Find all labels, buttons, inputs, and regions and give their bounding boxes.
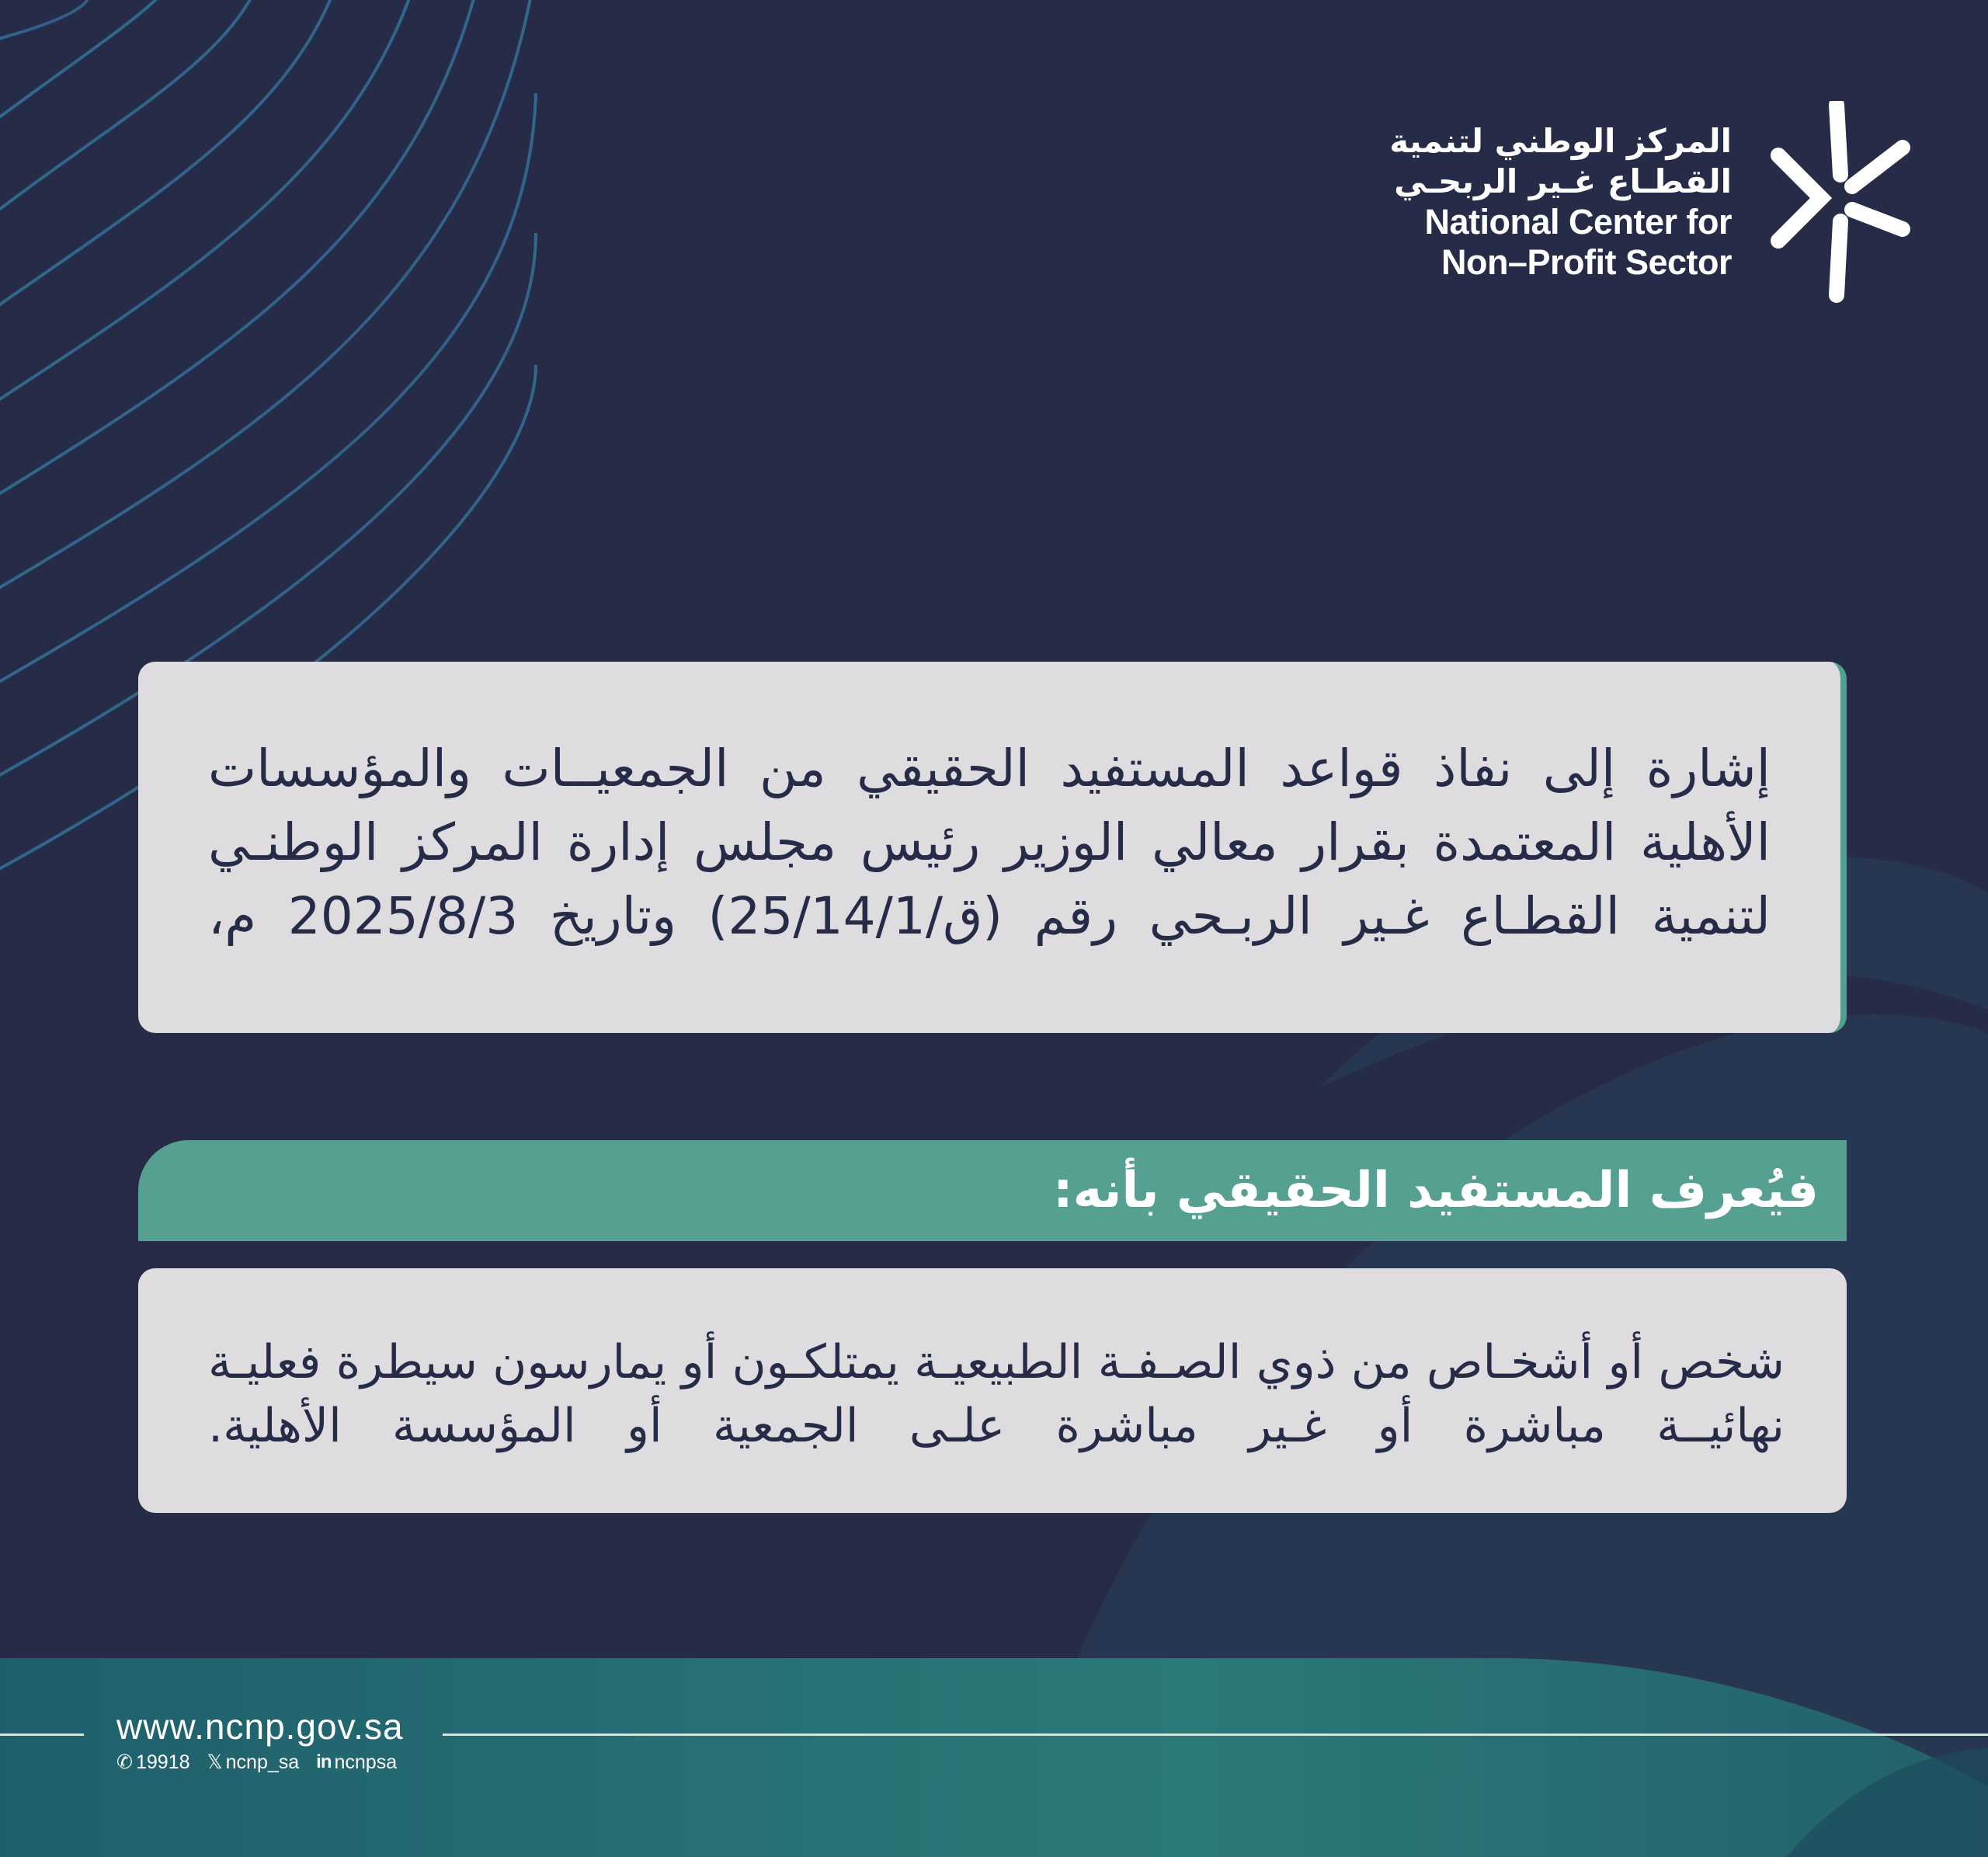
linkedin-icon: in — [316, 1751, 332, 1772]
phone-icon: ✆ — [116, 1751, 133, 1773]
ncnp-logo — [1389, 101, 1910, 303]
linkedin-contact[interactable] — [316, 1751, 397, 1774]
definition-heading-bar — [138, 1140, 1847, 1241]
intro-card — [138, 662, 1847, 1033]
x-handle: ncnp_sa — [225, 1751, 300, 1773]
contact-list — [116, 1751, 397, 1774]
logo-english-line1: National Center for — [1424, 202, 1732, 242]
asterisk-burst-icon — [1763, 101, 1910, 303]
footer — [0, 1693, 1988, 1857]
logo-arabic-line2: القطـاع غـير الربحـي — [1394, 162, 1732, 200]
definition-text: شخص أو أشخـاص من ذوي الصـفـة الطبيعيـة يمتلكـون أو يمارسون سيطرة فعليـة نهائيــة مباشرة أو غـير مباشرة علـى الجمعية أو المؤسسة الأهلية. — [208, 1335, 1785, 1453]
footer-divider-right — [443, 1734, 1988, 1736]
phone-number: 19918 — [135, 1751, 190, 1773]
logo-arabic-line1: المركز الوطني لتنمية — [1389, 122, 1732, 160]
phone-contact[interactable] — [116, 1751, 189, 1774]
logo-text — [1389, 121, 1732, 283]
definition-heading: فيُعرف المستفيد الحقيقي بأنه: — [1052, 1162, 1819, 1219]
linkedin-handle: ncnpsa — [334, 1751, 398, 1773]
website-link[interactable]: www.ncnp.gov.sa — [116, 1706, 404, 1747]
x-logo-icon: 𝕏 — [207, 1751, 223, 1773]
intro-text: إشارة إلى نفاذ قواعد المستفيد الحقيقي من الجمعيــات والمؤسسات الأهلية المعتمدة بقرار معالي الوزير رئيس مجلس إدارة المركز الوطنـي لتنمية القطـاع غـير الربـحي رقم (ق/25/14/1) وتاريخ 2025/8/3 م، — [208, 739, 1771, 946]
logo-english-line2: Non–Profit Sector — [1441, 242, 1732, 282]
x-contact[interactable] — [207, 1751, 299, 1774]
definition-card — [138, 1268, 1847, 1513]
footer-divider-left — [0, 1734, 84, 1736]
